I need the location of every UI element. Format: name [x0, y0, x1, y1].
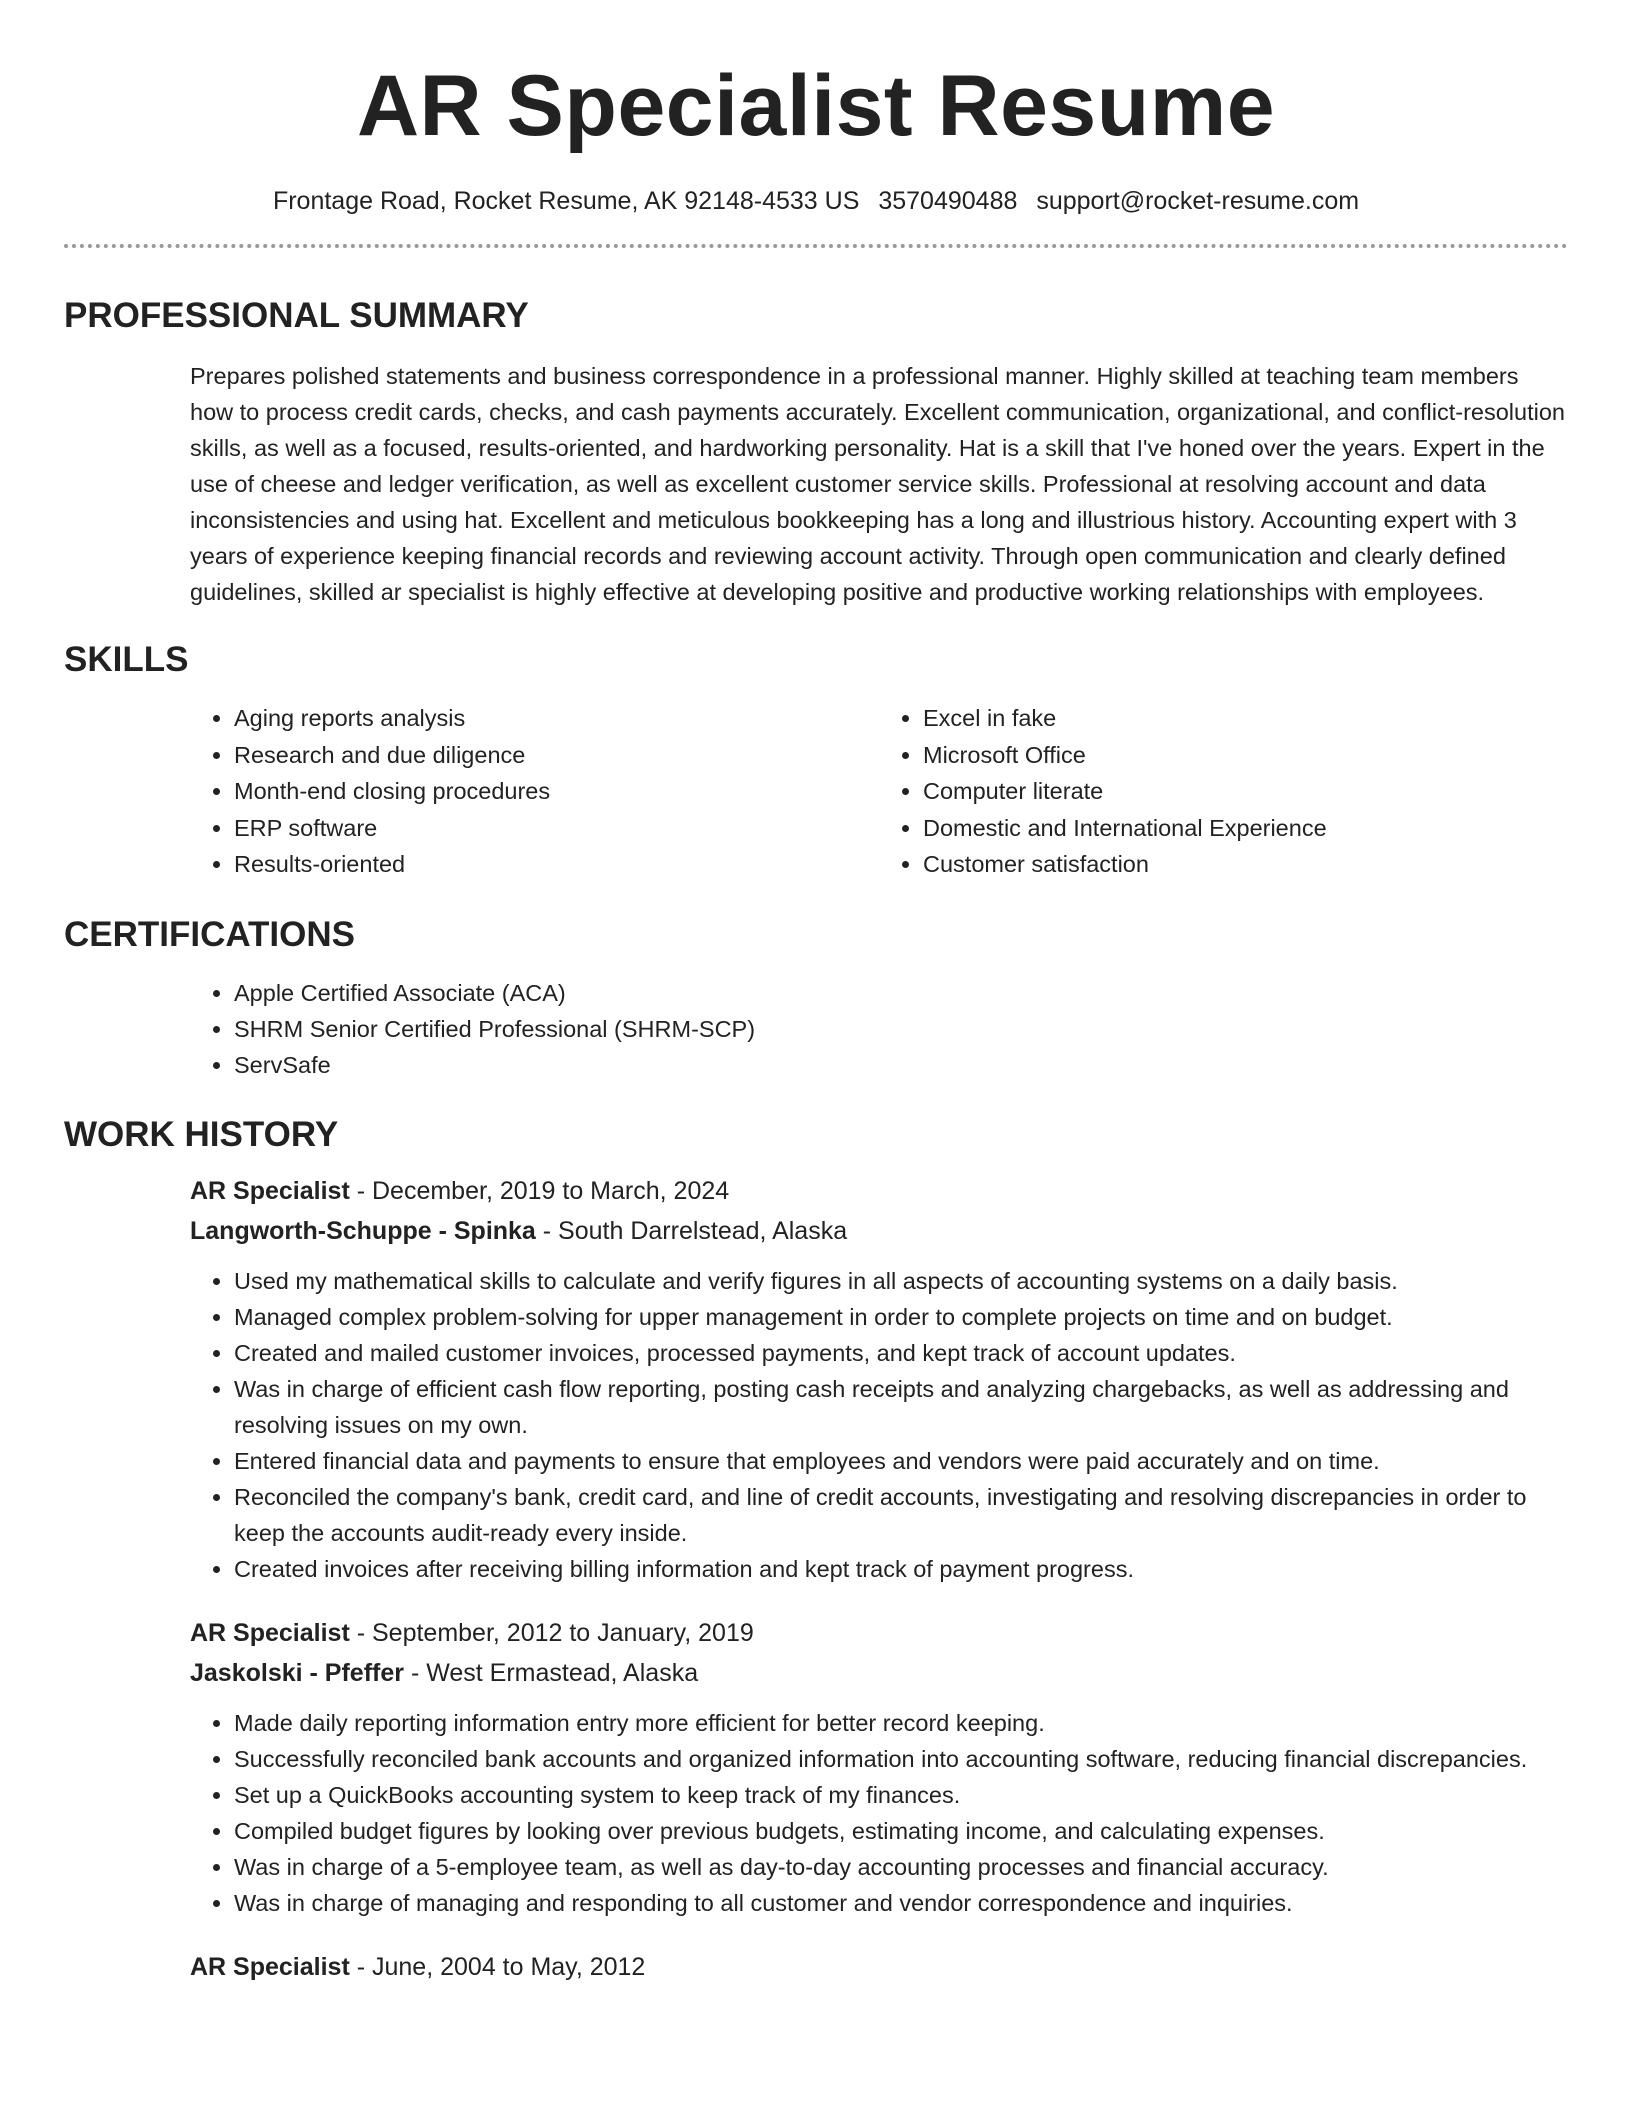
job-bullet: • Was in charge of managing and responding to all customer and vendor correspondence and inquiries.: [234, 1885, 1568, 1921]
job-bullet: • Was in charge of a 5-employee team, as well as day-to-day accounting processes and financial accuracy.: [234, 1849, 1568, 1885]
skill-item: • Month-end closing procedures: [234, 773, 879, 810]
skill-item: • Aging reports analysis: [234, 700, 879, 737]
job-company: Jaskolski - Pfeffer: [190, 1658, 404, 1687]
skill-item: • ERP software: [234, 810, 879, 847]
job-entry: [190, 1613, 1568, 1921]
skill-item: • Domestic and International Experience: [923, 810, 1568, 847]
job-bullet: • Entered financial data and payments to ensure that employees and vendors were paid accurately and on time.: [234, 1443, 1568, 1479]
job-company-line: [190, 1211, 1568, 1251]
work-history-heading: WORK HISTORY: [64, 1114, 339, 1154]
job-title: AR Specialist: [190, 1176, 350, 1205]
skills-list: [190, 700, 1568, 883]
skill-item: • Computer literate: [923, 773, 1568, 810]
job-title: AR Specialist: [190, 1952, 350, 1981]
job-bullet: • Used my mathematical skills to calculate and verify figures in all aspects of accounting systems on a daily basis.: [234, 1263, 1568, 1299]
job-title-line: [190, 1947, 1568, 1987]
job-bullet: • Set up a QuickBooks accounting system to keep track of my finances.: [234, 1777, 1568, 1813]
job-dates: - December, 2019 to March, 2024: [349, 1176, 730, 1205]
job-bullet: • Made daily reporting information entry more efficient for better record keeping.: [234, 1705, 1568, 1741]
contact-phone: 3570490488: [878, 187, 1018, 215]
skill-item: • Microsoft Office: [923, 737, 1568, 774]
job-bullet: • Successfully reconciled bank accounts and organized information into accounting software, reducing financial discrepancies.: [234, 1741, 1568, 1777]
job-dates: - September, 2012 to January, 2019: [349, 1618, 754, 1647]
job-bullet: • Managed complex problem-solving for upper management in order to complete projects on time and on budget.: [234, 1299, 1568, 1335]
job-location: - South Darrelstead, Alaska: [535, 1216, 848, 1245]
contact-line: [64, 184, 1568, 218]
summary-heading: PROFESSIONAL SUMMARY: [64, 296, 529, 335]
job-bullet: • Compiled budget figures by looking over previous budgets, estimating income, and calculating expenses.: [234, 1813, 1568, 1849]
job-bullet: • Created and mailed customer invoices, processed payments, and kept track of account updates.: [234, 1335, 1568, 1371]
skills-column-right: [879, 700, 1568, 883]
job-entry: [190, 1947, 1568, 1987]
job-title-line: [190, 1171, 1568, 1211]
certifications-heading: CERTIFICATIONS: [64, 914, 356, 954]
skills-heading: SKILLS: [64, 640, 189, 679]
job-bullets: [190, 1705, 1568, 1921]
job-bullet: • Reconciled the company's bank, credit card, and line of credit accounts, investigating and resolving discrepancies in order to keep the accounts audit-ready every inside.: [234, 1479, 1568, 1551]
skill-item: • Customer satisfaction: [923, 846, 1568, 883]
job-bullets: [190, 1263, 1568, 1587]
skill-item: • Excel in fake: [923, 700, 1568, 737]
header-divider: [64, 244, 1568, 248]
job-location: - West Ermastead, Alaska: [404, 1658, 699, 1687]
job-title: AR Specialist: [190, 1618, 350, 1647]
job-bullet: • Created invoices after receiving billing information and kept track of payment progress.: [234, 1551, 1568, 1587]
job-bullet: • Was in charge of efficient cash flow reporting, posting cash receipts and analyzing chargebacks, as well as addressing and resolving issues on my own.: [234, 1371, 1568, 1443]
contact-address: Frontage Road, Rocket Resume, AK 92148-4533 US: [272, 187, 860, 215]
skill-item: • Research and due diligence: [234, 737, 879, 774]
certification-item: • SHRM Senior Certified Professional (SHRM-SCP): [234, 1011, 1568, 1047]
contact-email: support@rocket-resume.com: [1036, 187, 1360, 215]
resume-title: AR Specialist Resume: [356, 58, 1276, 154]
certifications-list: [190, 975, 1568, 1083]
job-entry: [190, 1171, 1568, 1587]
resume-page: [64, 0, 1568, 1987]
skill-item: • Results-oriented: [234, 846, 879, 883]
job-company-line: [190, 1653, 1568, 1693]
job-company: Langworth-Schuppe - Spinka: [190, 1216, 536, 1245]
skills-column-left: [190, 700, 879, 883]
job-title-line: [190, 1613, 1568, 1653]
job-dates: - June, 2004 to May, 2012: [349, 1952, 646, 1981]
summary-text: Prepares polished statements and business correspondence in a professional manner. Highly skilled at teaching team members how to process credit cards, checks, and cash payments accurately. Excellent communication, organizational, and conflict-resolution skills, as well as a focused, results-oriented, and hardworking personality. Hat is a skill that I've honed over the years. Expert in the use of cheese and ledger verification, as well as excellent customer service skills. Professional at resolving account and data inconsistencies and using hat. Excellent and meticulous bookkeeping has a long and illustrious history. Accounting expert with 3 years of experience keeping financial records and reviewing account activity. Through open communication and clearly defined guidelines, skilled ar specialist is highly effective at developing positive and productive working relationships with employees.: [190, 363, 1565, 605]
certification-item: • Apple Certified Associate (ACA): [234, 975, 1568, 1011]
certification-item: • ServSafe: [234, 1047, 1568, 1083]
